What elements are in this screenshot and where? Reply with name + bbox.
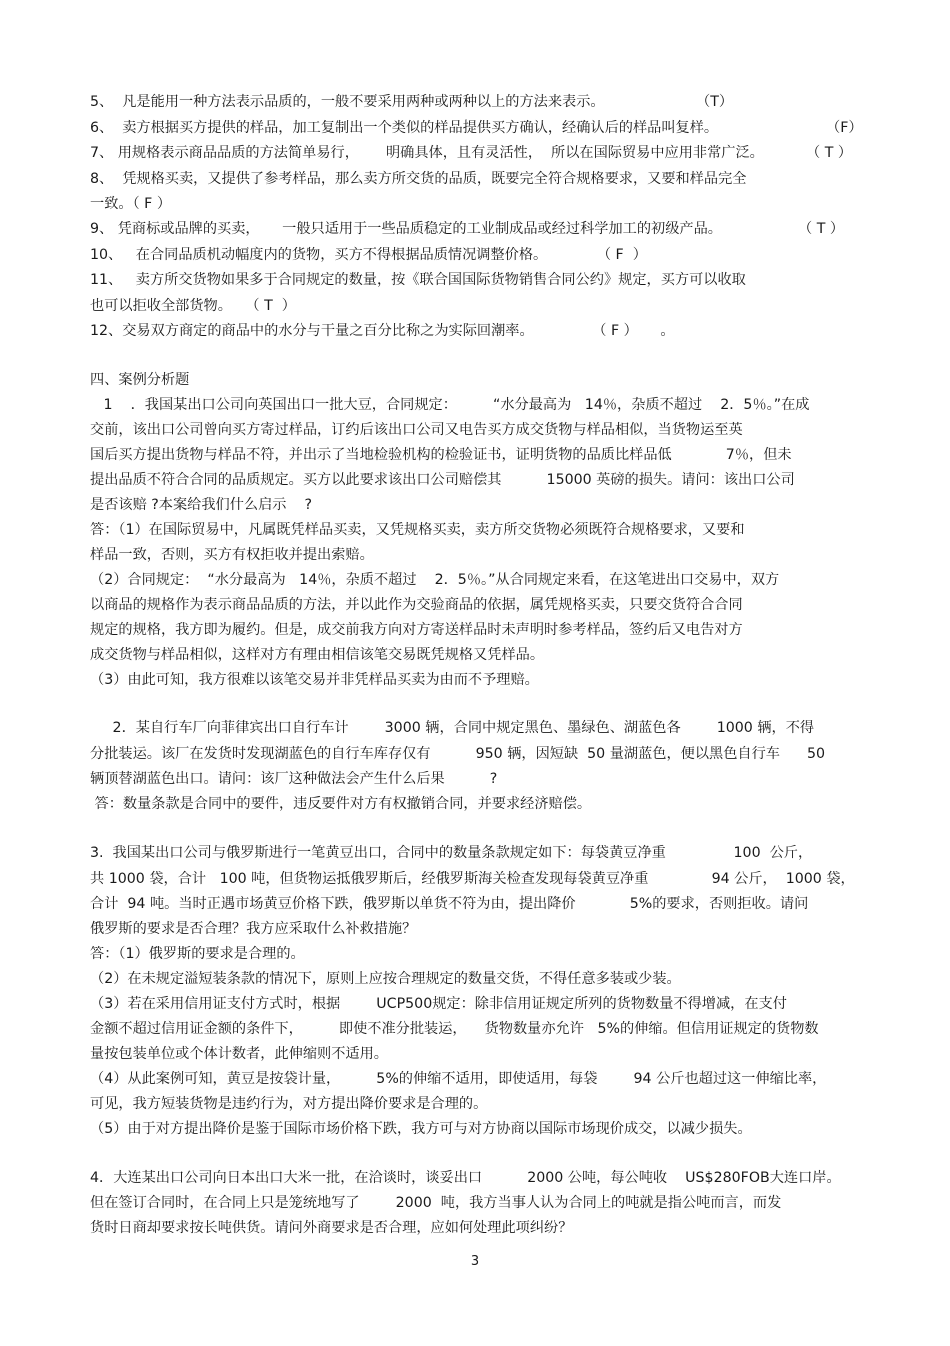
case-line: 俄罗斯的要求是否合理？我方应采取什么补救措施？: [90, 921, 417, 937]
case-line: 样品一致，否则，买方有权拒收并提出索赔。: [90, 547, 374, 563]
judgement-item: 5、 凡是能用一种方法表示品质的，一般不要采用两种或两种以上的方法来表示。: [90, 94, 605, 110]
judgement-item: 6、 卖方根据买方提供的样品，加工复制出一个类似的样品提供买方确认，经确认后的样品叫复样。: [90, 120, 719, 136]
case-line: 量按包装单位或个体计数者，此伸缩则不适用。: [90, 1046, 388, 1062]
case-line: （3）由此可知，我方很难以该笔交易并非凭样品买卖为由而不予理赔。: [90, 672, 539, 688]
judgement-item: 12、交易双方商定的商品中的水分与干量之百分比称之为实际回潮率。 （ F ） 。: [90, 323, 675, 339]
case-line: 交前，该出口公司曾向买方寄过样品，订约后该出口公司又电告买方成交货物与样品相似，当货物运至英: [90, 422, 743, 438]
case-line: 辆顶替湖蓝色出口。请问：该厂这种做法会产生什么后果 ?: [90, 771, 498, 787]
case-line: 合计 94 吨。当时正遇市场黄豆价格下跌，俄罗斯以单货不符为由，提出降价 5%的要求，否则拒收。请问: [90, 896, 809, 912]
case-line: （2）在未规定溢短装条款的情况下，原则上应按合理规定的数量交货，不得任意多装或少装。: [90, 971, 681, 987]
case-line: 以商品的规格作为表示商品品质的方法，并以此作为交验商品的依据，属凭规格买卖，只要交货符合合同: [90, 597, 743, 613]
judgement-item: 10、 在合同品质机动幅度内的货物，买方不得根据品质情况调整价格。 （ F ）: [90, 247, 647, 263]
case-line: 规定的规格，我方即为履约。但是，成交前我方向对方寄送样品时未声明时参考样品，签约后又电告对方: [90, 622, 743, 638]
case-line: 货时日商却要求按长吨供货。请问外商要求是否合理，应如何处理此项纠纷？: [90, 1220, 573, 1236]
section-title: 四、案例分析题: [90, 372, 190, 388]
case-line: 国后买方提出货物与样品不符，并出示了当地检验机构的检验证书，证明货物的品质比样品低 7％，但未: [90, 447, 792, 463]
case-line: （4）从此案例可知，黄豆是按袋计量， 5%的伸缩不适用，即使适用，每袋 94 公斤也超过这一伸缩比率，: [90, 1071, 827, 1087]
case-line: 提出品质不符合合同的品质规定。买方以此要求该出口公司赔偿其 15000 英磅的损失。请问：该出口公司: [90, 472, 795, 488]
judgement-answer: （F）: [826, 120, 863, 136]
case-line: 分批装运。该厂在发货时发现湖蓝色的自行车库存仅有 950 辆，因短缺 50 量湖蓝色，便以黑色自行车 50: [90, 746, 826, 762]
judgement-item: 也可以拒收全部货物。 （ T ）: [90, 298, 296, 314]
judgement-answer: （ T ）: [798, 221, 845, 237]
judgement-answer: （ T ）: [806, 145, 853, 161]
judgement-item: 一致。（ F ）: [90, 196, 172, 212]
case-line: 但在签订合同时，在合同上只是笼统地写了 2000 吨，我方当事人认为合同上的吨就是指公吨而言，而发: [90, 1195, 782, 1211]
judgement-item: 8、 凭规格买卖，又提供了参考样品，那么卖方所交货的品质，既要完全符合规格要求，又要和样品完全: [90, 171, 747, 187]
case-line: 共 1000 袋，合计 100 吨，但货物运抵俄罗斯后，经俄罗斯海关检查发现每袋黄豆净重 94 公斤， 1000 袋，: [90, 871, 855, 887]
case-line: 答：（1）在国际贸易中，凡属既凭样品买卖，又凭规格买卖，卖方所交货物必须既符合规格要求，又要和: [90, 522, 745, 538]
case-line: 是否该赔 ?本案给我们什么启示 ?: [90, 497, 313, 513]
case-line: 答：数量条款是合同中的要件，违反要件对方有权撤销合同，并要求经济赔偿。: [90, 796, 592, 812]
case-line: 1 ．我国某出口公司向英国出口一批大豆，合同规定： “水分最高为 14％，杂质不超过 2．5％。”在成: [90, 397, 810, 413]
case-line: 2．某自行车厂向菲律宾出口自行车计 3000 辆，合同中规定黑色、墨绿色、湖蓝色各 1000 辆，不得: [90, 720, 815, 736]
case-line: （3）若在采用信用证支付方式时，根据 UCP500规定：除非信用证规定所列的货物数量不得增减，在支付: [90, 996, 787, 1012]
case-line: （5）由于对方提出降价是鉴于国际市场价格下跌，我方可与对方协商以国际市场现价成交，以减少损失。: [90, 1121, 752, 1137]
case-line: 金额不超过信用证金额的条件下， 即使不准分批装运， 货物数量亦允许 5%的伸缩。但信用证规定的货物数: [90, 1021, 819, 1037]
judgement-item: 11、 卖方所交货物如果多于合同规定的数量，按《联合国国际货物销售合同公约》规定，买方可以收取: [90, 272, 746, 288]
case-line: 4．大连某出口公司向日本出口大米一批，在洽谈时，谈妥出口 2000 公吨，每公吨收 US$280FOB大连口岸。: [90, 1170, 841, 1186]
case-line: （2）合同规定： “水分最高为 14％，杂质不超过 2．5％。”从合同规定来看，在这笔进出口交易中，双方: [90, 572, 780, 588]
case-line: 3. 我国某出口公司与俄罗斯进行一笔黄豆出口，合同中的数量条款规定如下：每袋黄豆净重 100 公斤，: [90, 845, 813, 861]
judgement-answer: （T）: [696, 94, 734, 110]
page-number: 3: [470, 1254, 480, 1269]
case-line: 答：（1）俄罗斯的要求是合理的。: [90, 946, 305, 962]
judgement-item: 7、 用规格表示商品品质的方法简单易行， 明确具体，且有灵活性， 所以在国际贸易中应用非常广泛。: [90, 145, 764, 161]
judgement-item: 9、 凭商标或品牌的买卖， 一般只适用于一些品质稳定的工业制成品或经过科学加工的初级产品。: [90, 221, 722, 237]
case-line: 可见，我方短装货物是违约行为，对方提出降价要求是合理的。: [90, 1096, 488, 1112]
case-line: 成交货物与样品相似，这样对方有理由相信该笔交易既凭规格又凭样品。: [90, 647, 545, 663]
